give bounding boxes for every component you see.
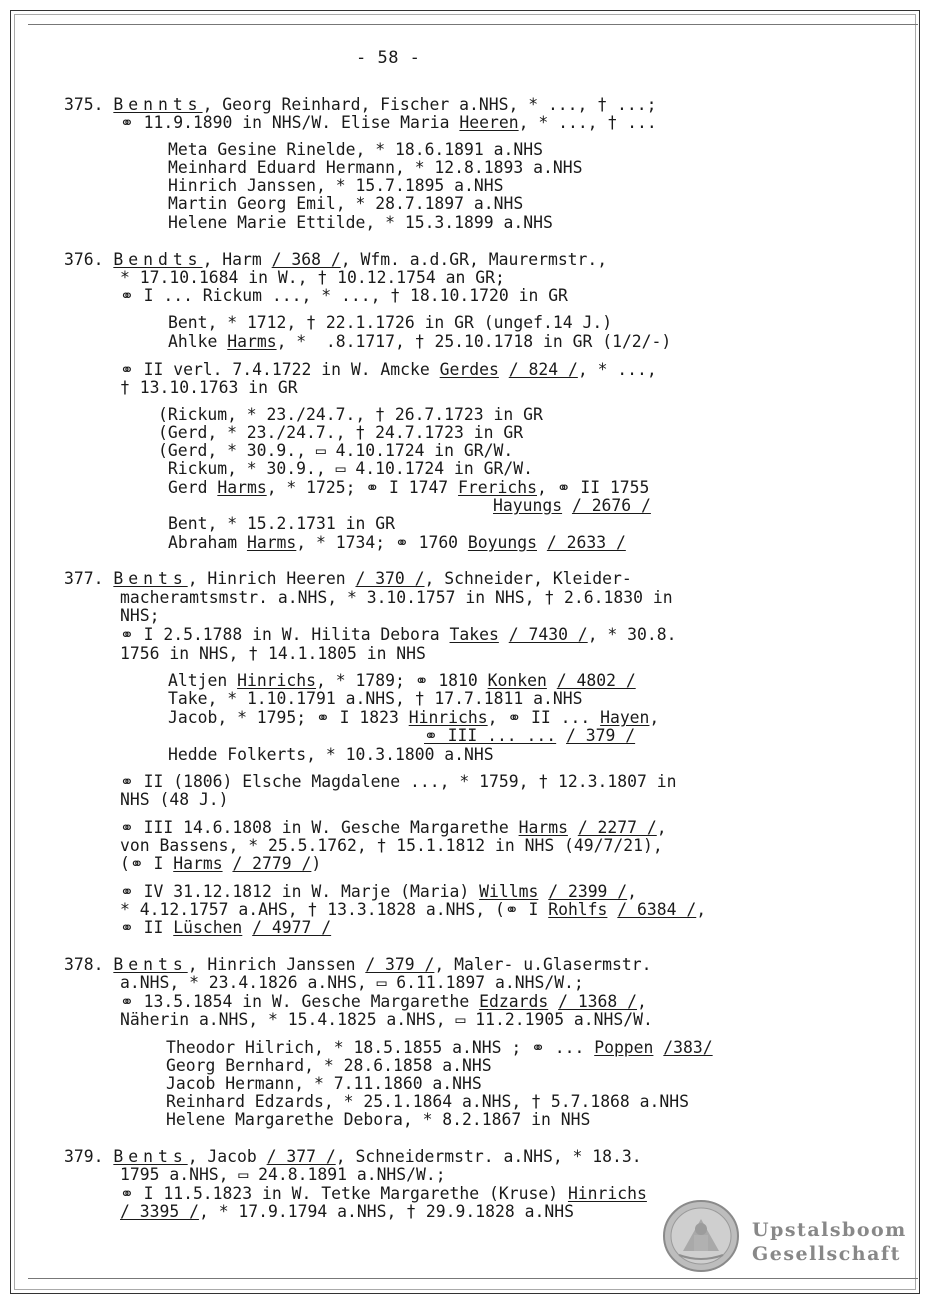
text-segment: , Schneider, Kleider- — [424, 569, 632, 588]
text-line — [120, 361, 657, 379]
underlined-text: Hinrichs — [237, 671, 317, 690]
text-segment: † 13.10.1763 in GR — [120, 378, 298, 397]
text-segment: Näherin a.NHS, * 15.4.1825 a.NHS, ▭ 11.2.1905 a.NHS/W. — [120, 1010, 653, 1029]
text-segment — [548, 992, 558, 1011]
text-segment — [547, 671, 557, 690]
text-segment — [499, 625, 509, 644]
text-line — [120, 901, 706, 919]
text-segment: Bent, * 1712, † 22.1.1726 in GR (ungef.14 J.) — [168, 313, 613, 332]
text-line — [168, 333, 671, 351]
text-segment: Jacob, * 1795; ⚭ I 1823 — [168, 708, 409, 727]
underlined-text: Bennts — [113, 95, 203, 114]
text-segment: (Gerd, * 30.9., ▭ 4.10.1724 in GR/W. — [158, 441, 514, 460]
text-segment: ⚭ I 11.5.1823 in W. Tetke Margarethe (Kruse) — [120, 1184, 568, 1203]
text-line — [120, 855, 321, 873]
text-segment: ⚭ II verl. 7.4.1722 in W. Amcke — [120, 360, 440, 379]
underlined-text: Gerdes — [439, 360, 499, 379]
text-segment — [499, 360, 509, 379]
text-line — [493, 497, 651, 515]
text-line — [158, 460, 533, 478]
underlined-text: Lüschen — [173, 918, 243, 937]
society-seal-icon — [661, 1199, 741, 1273]
underlined-text: Harms — [227, 332, 277, 351]
watermark-line-2: Gesellschaft — [752, 1243, 901, 1265]
text-line — [64, 96, 657, 114]
underlined-text: Hinrichs — [408, 708, 488, 727]
text-segment: , * 1725; ⚭ I 1747 — [266, 478, 459, 497]
text-segment: ⚭ I 2.5.1788 in W. Hilita Debora — [120, 625, 450, 644]
text-segment: * 17.10.1684 in W., † 10.12.1754 an GR; — [120, 268, 505, 287]
text-segment: ⚭ II — [120, 918, 174, 937]
text-line — [120, 883, 637, 901]
text-line — [168, 672, 636, 690]
text-segment: , Wfm. a.d.GR, Maurermstr., — [340, 250, 608, 269]
underlined-text: Hayen — [600, 708, 650, 727]
underlined-text: / 2676 / — [571, 496, 651, 515]
text-segment: Abraham — [168, 533, 247, 552]
text-segment: Meta Gesine Rinelde, * 18.6.1891 a.NHS — [168, 140, 543, 159]
society-watermark — [752, 1218, 907, 1266]
text-segment: 378. — [64, 955, 114, 974]
text-segment: (Rickum, * 23./24.7., † 26.7.1723 in GR — [158, 405, 543, 424]
text-line — [168, 159, 582, 177]
text-segment — [223, 854, 233, 873]
text-segment: Jacob Hermann, * 7.11.1860 a.NHS — [166, 1074, 482, 1093]
text-line — [120, 626, 677, 644]
text-line — [168, 314, 612, 332]
underlined-text: Harms — [173, 854, 223, 873]
text-segment: 377. — [64, 569, 114, 588]
underlined-text: / 824 / — [508, 360, 578, 379]
underlined-text: Willms — [479, 882, 539, 901]
text-segment — [568, 818, 578, 837]
text-line — [168, 515, 395, 533]
underlined-text: / 368 / — [271, 250, 341, 269]
underlined-text: / 2399 / — [548, 882, 628, 901]
text-segment — [556, 726, 566, 745]
page-number: - 58 - — [356, 48, 421, 68]
text-segment: , Schneidermstr. a.NHS, * 18.3. — [335, 1147, 642, 1166]
text-line — [168, 141, 543, 159]
underlined-text: / 370 / — [355, 569, 425, 588]
text-line — [168, 177, 504, 195]
underlined-text: / 6384 / — [617, 900, 697, 919]
underlined-text: / 2779 / — [232, 854, 312, 873]
text-segment: , Jacob — [187, 1147, 267, 1166]
text-segment: Hinrich Janssen, * 15.7.1895 a.NHS — [168, 176, 504, 195]
text-segment: 1756 in NHS, † 14.1.1805 in NHS — [120, 644, 426, 663]
underlined-text: ⚭ III ... ... — [424, 726, 557, 745]
text-line — [120, 919, 331, 937]
text-segment: ⚭ I ... Rickum ..., * ..., † 18.10.1720 in GR — [120, 286, 568, 305]
text-line — [120, 645, 426, 663]
text-segment: (Gerd, * 23./24.7., † 24.7.1723 in GR — [158, 423, 524, 442]
text-line — [64, 570, 632, 588]
underlined-text: Bents — [113, 569, 188, 588]
text-line — [168, 709, 659, 727]
underlined-text: Harms — [217, 478, 267, 497]
text-line — [168, 746, 494, 764]
text-segment: Helene Marie Ettilde, * 15.3.1899 a.NHS — [168, 213, 553, 232]
text-segment: , ⚭ II 1755 — [537, 478, 650, 497]
text-segment — [562, 496, 572, 515]
text-segment: , ⚭ II ... — [487, 708, 601, 727]
text-segment: ⚭ 11.9.1890 in NHS/W. Elise Maria — [120, 113, 460, 132]
text-segment: a.NHS, * 23.4.1826 a.NHS, ▭ 6.11.1897 a.NHS/W.; — [120, 973, 584, 992]
text-segment: Meinhard Eduard Hermann, * 12.8.1893 a.NHS — [168, 158, 583, 177]
text-line — [120, 819, 667, 837]
text-segment: ⚭ II (1806) Elsche Magdalene ..., * 1759, † 12.3.1807 in — [120, 772, 677, 791]
text-line — [168, 214, 553, 232]
text-segment — [242, 918, 252, 937]
text-segment: Martin Georg Emil, * 28.7.1897 a.NHS — [168, 194, 524, 213]
underlined-text: / 2277 / — [577, 818, 657, 837]
text-line — [120, 287, 568, 305]
text-line — [64, 956, 652, 974]
text-line — [120, 1011, 653, 1029]
text-segment — [538, 882, 548, 901]
text-line — [166, 1039, 713, 1057]
text-segment: , — [627, 882, 638, 901]
text-line — [166, 1075, 482, 1093]
text-line — [168, 479, 649, 497]
text-line — [120, 791, 229, 809]
underlined-text: / 4802 / — [556, 671, 636, 690]
text-line — [120, 993, 647, 1011]
text-segment: Reinhard Edzards, * 25.1.1864 a.NHS, † 5.7.1868 a.NHS — [166, 1092, 690, 1111]
text-segment: Ahlke — [168, 332, 228, 351]
text-line — [166, 1093, 689, 1111]
underlined-text: /383/ — [663, 1038, 713, 1057]
text-line — [168, 690, 582, 708]
underlined-text: / 377 / — [266, 1147, 336, 1166]
underlined-text: Konken — [487, 671, 547, 690]
text-segment: 375. — [64, 95, 114, 114]
text-segment — [607, 900, 617, 919]
text-line — [158, 442, 513, 460]
text-segment: Gerd — [168, 478, 218, 497]
text-segment: macheramtsmstr. a.NHS, * 3.10.1757 in NHS, † 2.6.1830 in — [120, 588, 673, 607]
text-segment — [537, 533, 547, 552]
text-line — [64, 251, 607, 269]
text-segment: Theodor Hilrich, * 18.5.1855 a.NHS ; ⚭ ... — [166, 1038, 595, 1057]
underlined-text: / 3395 / — [120, 1202, 199, 1221]
text-segment: , Hinrich Janssen — [187, 955, 366, 974]
text-line — [120, 1203, 574, 1221]
text-segment: , * 30.8. — [587, 625, 677, 644]
text-line — [120, 589, 673, 607]
text-line — [120, 773, 676, 791]
text-segment: , * 17.9.1794 a.NHS, † 29.9.1828 a.NHS — [198, 1202, 574, 1221]
text-segment: (⚭ I — [120, 854, 174, 873]
text-segment: ⚭ 13.5.1854 in W. Gesche Margarethe — [120, 992, 480, 1011]
text-line — [120, 974, 584, 992]
underlined-text: Bendts — [113, 250, 203, 269]
text-segment: , Georg Reinhard, Fischer a.NHS, * ..., † ...; — [202, 95, 657, 114]
underlined-text: Rohlfs — [548, 900, 608, 919]
text-segment: , Maler- u.Glasermstr. — [434, 955, 652, 974]
underlined-text: Bents — [113, 955, 188, 974]
underlined-text: Hinrichs — [567, 1184, 647, 1203]
underlined-text: Harms — [246, 533, 297, 552]
text-segment: , * ..., — [577, 360, 657, 379]
text-segment: , Hinrich Heeren — [187, 569, 356, 588]
text-segment: , — [637, 992, 647, 1011]
underlined-text: Boyungs — [467, 533, 537, 552]
text-segment: , Harm — [202, 250, 272, 269]
text-line — [120, 837, 663, 855]
text-line — [168, 195, 523, 213]
underlined-text: / 4977 / — [252, 918, 332, 937]
text-segment: ⚭ IV 31.12.1812 in W. Marje (Maria) — [120, 882, 480, 901]
text-segment: ) — [311, 854, 322, 873]
text-segment: 1795 a.NHS, ▭ 24.8.1891 a.NHS/W.; — [120, 1165, 446, 1184]
text-segment: Bent, * 15.2.1731 in GR — [168, 514, 395, 533]
text-segment: Rickum, * 30.9., ▭ 4.10.1724 in GR/W. — [158, 459, 533, 478]
text-line — [424, 727, 635, 745]
underlined-text: / 1368 / — [558, 992, 638, 1011]
text-line — [120, 1166, 446, 1184]
text-segment: , — [696, 900, 707, 919]
text-segment: 379. — [64, 1147, 114, 1166]
text-segment: , — [649, 708, 660, 727]
underlined-text: Frerichs — [458, 478, 537, 497]
text-segment: , * 1734; ⚭ 1760 — [296, 533, 468, 552]
text-line — [120, 607, 159, 625]
underlined-text: / 379 / — [365, 955, 435, 974]
text-segment: , — [656, 818, 667, 837]
underlined-text: / 2633 / — [546, 533, 626, 552]
text-line — [168, 534, 626, 552]
underlined-text: Takes — [449, 625, 499, 644]
text-segment: * 4.12.1757 a.AHS, † 13.3.1828 a.NHS, (⚭ I — [120, 900, 549, 919]
text-segment: von Bassens, * 25.5.1762, † 15.1.1812 in NHS (49/7/21), — [120, 836, 663, 855]
underlined-text: / 379 / — [566, 726, 636, 745]
text-segment: , * .8.1717, † 25.10.1718 in GR (1/2/-) — [276, 332, 672, 351]
underlined-text: Poppen — [594, 1038, 654, 1057]
text-line — [158, 424, 523, 442]
text-segment — [653, 1038, 663, 1057]
text-segment: 376. — [64, 250, 114, 269]
text-segment: NHS (48 J.) — [120, 790, 229, 809]
text-line — [120, 1185, 647, 1203]
text-line — [158, 406, 543, 424]
text-segment: Helene Margarethe Debora, * 8.2.1867 in NHS — [166, 1110, 591, 1129]
text-line — [166, 1111, 590, 1129]
watermark-line-1: Upstalsboom — [752, 1219, 907, 1241]
text-segment: Hedde Folkerts, * 10.3.1800 a.NHS — [168, 745, 494, 764]
text-line — [120, 379, 298, 397]
text-segment: NHS; — [120, 606, 160, 625]
underlined-text: Hayungs — [493, 496, 563, 515]
text-segment: Georg Bernhard, * 28.6.1858 a.NHS — [166, 1056, 492, 1075]
underlined-text: Heeren — [459, 113, 519, 132]
text-line — [64, 1148, 642, 1166]
text-segment: ⚭ III 14.6.1808 in W. Gesche Margarethe — [120, 818, 519, 837]
text-segment: Altjen — [168, 671, 238, 690]
underlined-text: Edzards — [479, 992, 549, 1011]
text-line — [166, 1057, 492, 1075]
text-segment: Take, * 1.10.1791 a.NHS, † 17.7.1811 a.NHS — [168, 689, 583, 708]
text-line — [120, 269, 505, 287]
underlined-text: Harms — [518, 818, 568, 837]
text-line — [120, 114, 657, 132]
underlined-text: Bents — [113, 1147, 188, 1166]
text-segment: , * 1789; ⚭ 1810 — [316, 671, 488, 690]
underlined-text: / 7430 / — [508, 625, 588, 644]
text-segment: , * ..., † ... — [518, 113, 657, 132]
